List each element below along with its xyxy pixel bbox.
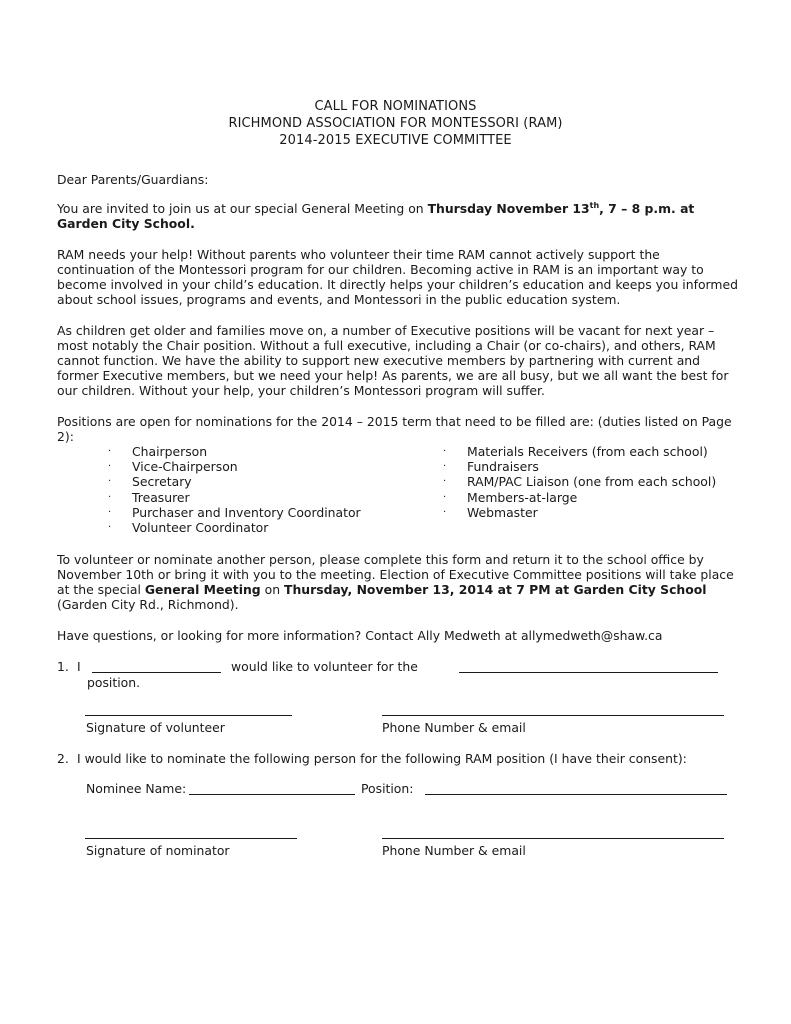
bullet-icon: · (108, 491, 112, 503)
instructions-text-3: (Garden City Rd., Richmond). (57, 597, 239, 612)
position-label: Materials Receivers (from each school) (467, 444, 708, 459)
bullet-icon: · (108, 461, 112, 473)
bullet-icon: · (108, 476, 112, 488)
contact-line: Have questions, or looking for more information? Contact Ally Medweth at allymedweth@shaw.ca (57, 628, 663, 643)
instructions-meeting-details: Thursday, November 13, 2014 at 7 PM at Garden City School (284, 582, 707, 597)
form2-number: 2. (57, 751, 69, 766)
position-item (108, 474, 412, 490)
bullet-icon: · (108, 522, 112, 534)
position-item (108, 459, 412, 475)
invite-paragraph (57, 201, 741, 231)
bullet-icon: · (443, 506, 447, 518)
header-title: CALL FOR NOMINATIONS (314, 99, 477, 114)
form2-phone-field[interactable] (382, 838, 724, 839)
instructions-text-1: To volunteer or nominate another person, please complete this form and return it to the school office by November 10th or bring it with you to the meeting. Election of Executive Committee positions will take place at the special (57, 552, 734, 597)
invite-date-text: Thursday November 13 (427, 201, 590, 216)
bullet-icon: · (443, 491, 447, 503)
position-label: Vice-Chairperson (132, 459, 238, 475)
document-header (0, 98, 791, 149)
bullet-icon: · (443, 446, 447, 457)
position-item (443, 504, 727, 520)
invite-text: You are invited to join us at our special General Meeting on (57, 201, 428, 216)
bullet-icon: · (443, 461, 447, 473)
invite-date-suffix: th (589, 200, 600, 210)
header-committee: 2014-2015 EXECUTIVE COMMITTEE (279, 133, 512, 148)
form2-nominee-label: Nominee Name: (86, 781, 187, 796)
position-label: Secretary (132, 474, 192, 490)
form1-position-field[interactable] (459, 672, 718, 673)
position-label: Members-at-large (467, 489, 578, 505)
position-item (108, 444, 412, 459)
volunteer-instructions (57, 552, 741, 612)
header-organization: RICHMOND ASSOCIATION FOR MONTESSORI (RAM) (228, 116, 563, 131)
form1-signature-caption: Signature of volunteer (86, 720, 225, 735)
position-label: Fundraisers (467, 459, 539, 475)
position-item (443, 444, 727, 459)
positions-list (0, 444, 791, 539)
form1-phone-caption: Phone Number & email (382, 720, 526, 735)
position-label: Treasurer (132, 489, 190, 505)
salutation: Dear Parents/Guardians: (57, 172, 209, 187)
bullet-icon: · (108, 506, 112, 518)
instructions-meeting: General Meeting (144, 582, 261, 597)
position-label: Volunteer Coordinator (132, 520, 269, 536)
form1-phone-field[interactable] (382, 715, 724, 716)
form1-lead: I (77, 659, 81, 674)
form2-phone-caption: Phone Number & email (382, 843, 526, 858)
form2-nominee-field[interactable] (189, 794, 355, 795)
bullet-icon: · (443, 476, 447, 488)
position-item (443, 474, 727, 490)
position-item (108, 504, 412, 520)
position-label: Webmaster (467, 504, 538, 520)
position-item (443, 489, 727, 505)
help-paragraph: RAM needs your help! Without parents who volunteer their time RAM cannot actively support the continuation of the Montessori program for our children. Becoming active in RAM is an important way to become involved in your child’s education. It directly helps your children’s education and keeps you informed about school issues, programs and events, and Montessori in the public education system. (57, 247, 738, 307)
position-label: Chairperson (132, 444, 208, 459)
position-item (108, 489, 412, 505)
position-item (108, 520, 412, 536)
positions-right-column (443, 444, 727, 520)
invite-time-location: , 7 – 8 p.m. at Garden City School. (57, 201, 695, 231)
form1-tail: position. (87, 675, 141, 690)
form1-middle-text: would like to volunteer for the (231, 659, 418, 674)
form2-position-field[interactable] (425, 794, 727, 795)
position-label: Purchaser and Inventory Coordinator (132, 504, 361, 520)
form2-position-label: Position: (361, 781, 414, 796)
form1-signature-field[interactable] (85, 715, 292, 716)
form2-signature-field[interactable] (85, 838, 297, 839)
instructions-text-2: on (260, 582, 284, 597)
form1-number: 1. (57, 659, 69, 674)
positions-intro: Positions are open for nominations for the 2014 – 2015 term that need to be filled are: (duties listed on Page 2): (57, 414, 732, 444)
form1-name-field[interactable] (92, 672, 221, 673)
position-label: RAM/PAC Liaison (one from each school) (467, 474, 717, 490)
positions-paragraph: As children get older and families move on, a number of Executive positions will be vacant for next year – most notably the Chair position. Without a full executive, including a Chair (or co-chairs), and others, RAM cannot function. We have the ability to support new executive members by partnering with current and former Executive members, but we need your help! As parents, we are all busy, but we all want the best for our children. Without your help, your children’s Montessori program will suffer. (57, 323, 729, 398)
form2-lead: I would like to nominate the following person for the following RAM position (I have their consent): (77, 751, 687, 766)
position-item (443, 459, 727, 475)
form2-signature-caption: Signature of nominator (86, 843, 230, 858)
bullet-icon: · (108, 446, 112, 457)
positions-left-column (108, 444, 412, 536)
